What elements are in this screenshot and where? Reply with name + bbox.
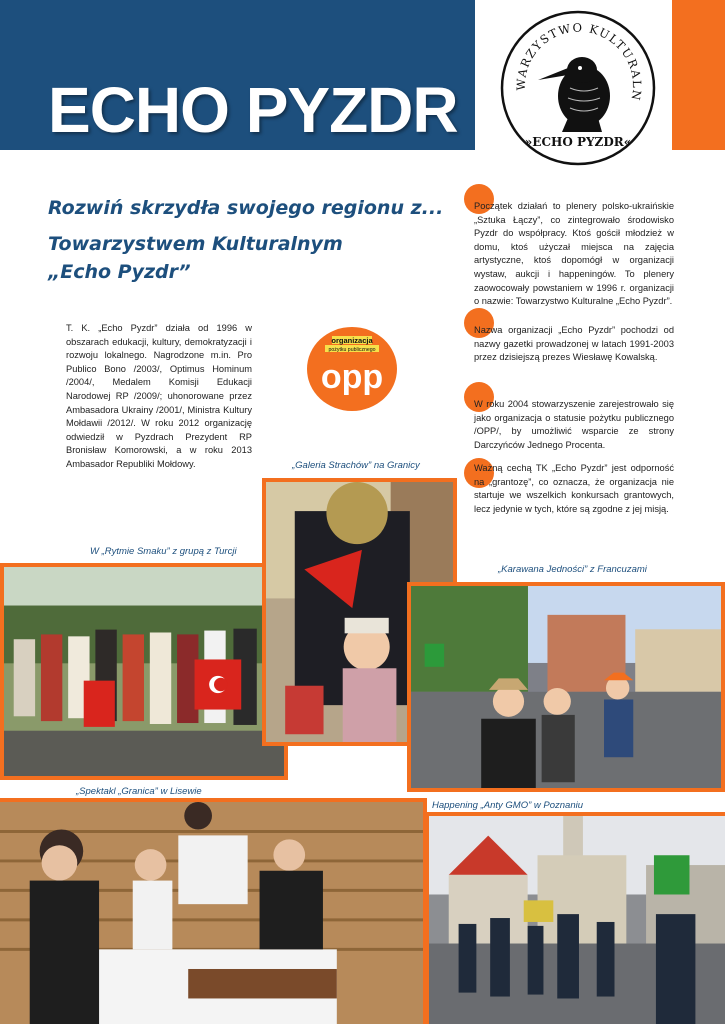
society-logo — [498, 8, 658, 168]
opp-top-text: organizacja — [331, 336, 373, 345]
photo-karawana — [407, 582, 725, 792]
right-paragraph-2: Nazwa organizacji „Echo Pyzdr” pochodzi od nazwy gazetki prowadzonej w latach 1991-2003 przez dzisiejszą prezes Wiesławę Kowalską. — [474, 325, 674, 363]
logo-arc-text: WARZYSTWO KULTURALN — [513, 20, 645, 103]
opp-big-text: opp — [320, 358, 384, 396]
right-paragraph-4: Ważną cechą TK „Echo Pyzdr” jest odporność na „grantozę”, co oznacza, że organizacja nie startuje we wszelkich konkursach grantowych, lecz jedynie w tych, które są zgodne z jej misją. — [474, 463, 674, 514]
header-accent-bar — [672, 0, 725, 150]
intro-paragraph: T. K. „Echo Pyzdr” działa od 1996 w obszarach edukacji, kultury, demokratyzacji i rozwoju lokalnego. Nagrodzone m.in. Pro Publico Bono /2003/, Optimus Hominum /2004/, Medalem Komisji Edukacji Narodowej RP /2009/; uhonorowane przez Ambasadora Ukrainy /2001/, Ministra Kultury Mołdawii /2012/. W roku 2012 organizację odwiedził w Pyzdrach Prezydent RP Bronisław Komorowski, a w roku 2013 Ambasador Republiki Mołdowy. — [66, 323, 252, 469]
caption-happening: Happening „Anty GMO” w Poznaniu — [432, 800, 584, 811]
caption-galeria: „Galeria Strachów” na Granicy — [292, 460, 420, 471]
caption-spektakl: „Spektakl „Granica” w Lisewie — [76, 786, 202, 797]
photo-happening — [425, 812, 725, 1024]
heading-line-3: „Echo Pyzdr” — [48, 261, 191, 283]
page-title: ECHO PYZDR — [48, 74, 458, 146]
logo-bottom-text: »ECHO PYZDR« — [524, 135, 632, 149]
heading-line-1: Rozwiń skrzydła swojego regionu z... — [48, 197, 444, 219]
right-paragraph-3: W roku 2004 stowarzyszenie zarejestrowało się jako organizacja o statusie pożytku publicznego /OPP/, by umożliwić wsparcie ze strony Darczyńców Jednego Procenta. — [474, 399, 674, 450]
opp-badge — [306, 326, 398, 412]
right-paragraph-1: Początek działań to plenery polsko-ukraińskie „Sztuka Łączy”, co zintegrowało środowisko Pyzdr do współpracy. Ktoś gościł młodzież w domu, ktoś użyczał miejsca na zajęcia artystyczne, ktoś dopomógł w organizacji wystaw, aukcji i happeningów. To plenery zaowocowały powstaniem w 1996 r. organizacji o nazwie: Towarzystwo Kulturalne „Echo Pyzdr”. — [474, 201, 674, 307]
opp-middle-text: pożytku publicznego — [328, 347, 376, 353]
caption-karawana: „Karawana Jedności” z Francuzami — [498, 564, 647, 575]
heading-line-2: Towarzystwem Kulturalnym — [48, 233, 343, 255]
caption-rytmie: W „Rytmie Smaku” z grupą z Turcji — [90, 546, 237, 557]
photo-spektakl — [0, 798, 427, 1024]
photo-rytmie-smaku — [0, 563, 288, 780]
